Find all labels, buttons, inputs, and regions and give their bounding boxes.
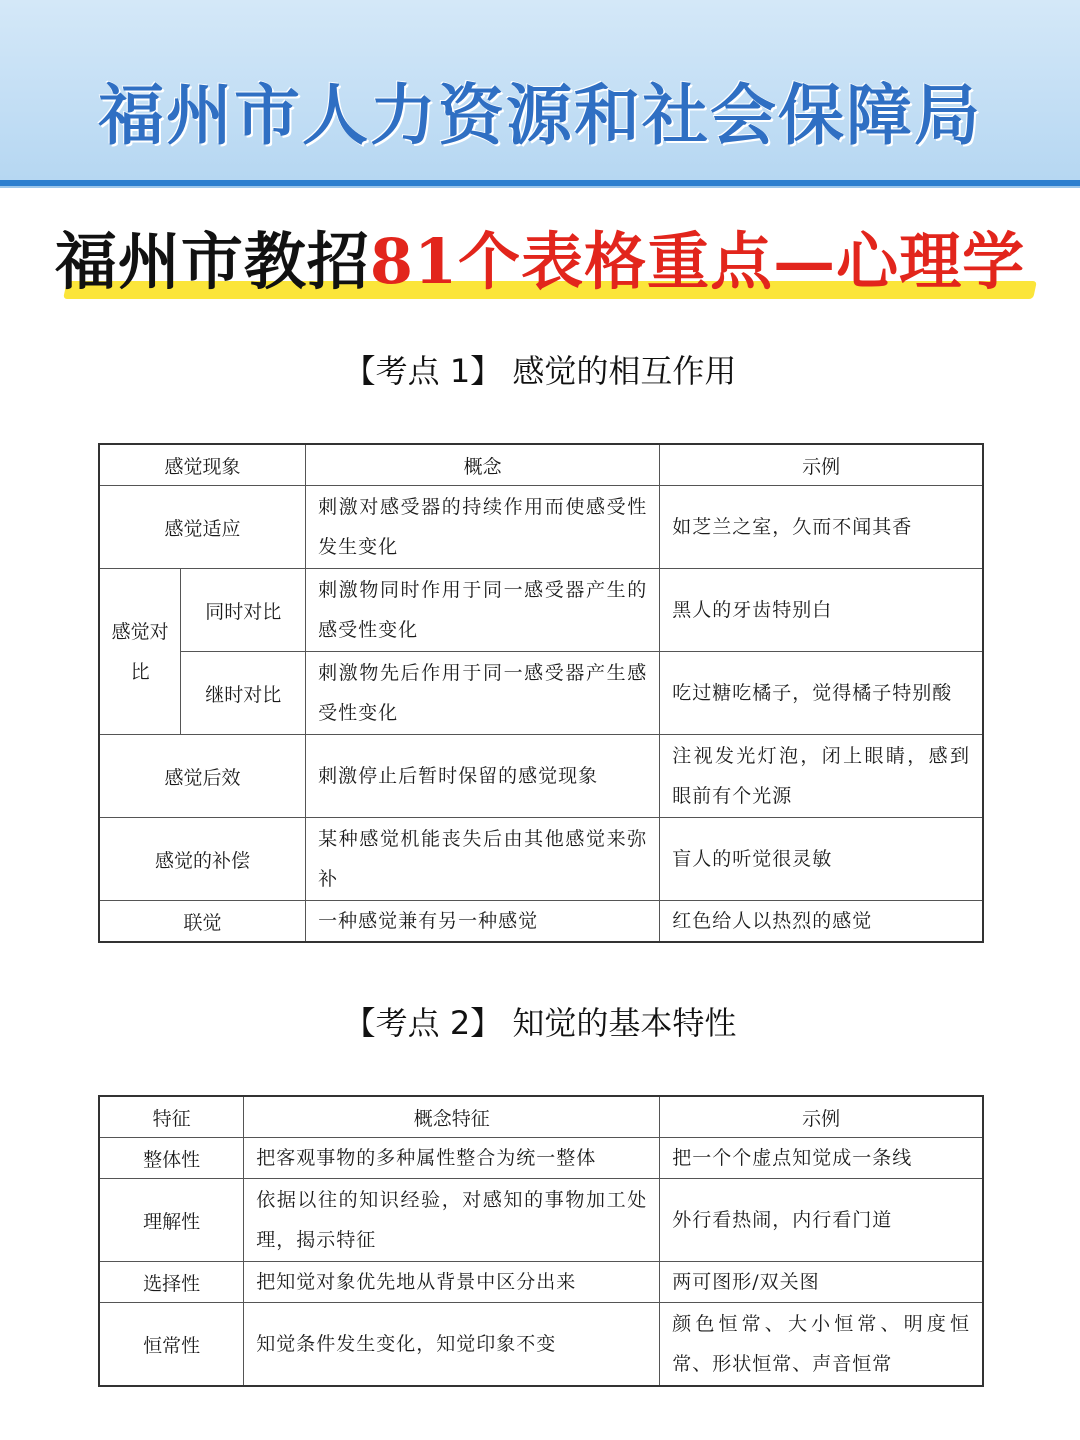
table-row [99, 735, 983, 818]
concept-cell: 把知觉对象优先地从背景中区分出来 [244, 1262, 660, 1303]
example-cell: 盲人的听觉很灵敏 [660, 818, 983, 901]
main-title-wrap [0, 212, 1080, 301]
feature-cell: 整体性 [99, 1138, 244, 1179]
feature-cell: 选择性 [99, 1262, 244, 1303]
table-row [99, 1262, 983, 1303]
header-cell: 概念特征 [244, 1096, 660, 1138]
table-row [99, 901, 983, 943]
section2-title: 【考点 2】 知觉的基本特性 [343, 1004, 737, 1042]
main-title [55, 212, 1025, 301]
phenomenon-cell: 感觉适应 [99, 486, 306, 569]
header-cell: 示例 [660, 1096, 983, 1138]
section1-title: 【考点 1】 感觉的相互作用 [343, 352, 737, 390]
concept-cell: 刺激对感受器的持续作用而使感受性发生变化 [306, 486, 660, 569]
header-cell: 概念 [306, 444, 660, 486]
concept-cell: 一种感觉兼有另一种感觉 [306, 901, 660, 943]
example-cell: 把一个个虚点知觉成一条线 [660, 1138, 983, 1179]
concept-cell: 刺激停止后暂时保留的感觉现象 [306, 735, 660, 818]
table-row [99, 1138, 983, 1179]
table-row [99, 652, 983, 735]
section2-table [98, 1095, 984, 1387]
example-cell: 黑人的牙齿特别白 [660, 569, 983, 652]
example-cell: 颜色恒常、大小恒常、明度恒常、形状恒常、声音恒常 [660, 1303, 983, 1387]
table-row [99, 818, 983, 901]
phenomenon-cell: 感觉后效 [99, 735, 306, 818]
example-cell: 如芝兰之室，久而不闻其香 [660, 486, 983, 569]
section1-table [98, 443, 984, 943]
concept-cell: 某种感觉机能丧失后由其他感觉来弥补 [306, 818, 660, 901]
main-title-red: 81个表格重点—心理学 [369, 225, 1026, 298]
phenomenon-cell: 联觉 [99, 901, 306, 943]
header-cell: 感觉现象 [99, 444, 306, 486]
example-cell: 吃过糖吃橘子，觉得橘子特别酸 [660, 652, 983, 735]
example-cell: 外行看热闹，内行看门道 [660, 1179, 983, 1262]
contrast-group-cell: 感觉对比 [99, 569, 181, 735]
table-header-row [99, 444, 983, 486]
example-cell: 注视发光灯泡，闭上眼睛，感到眼前有个光源 [660, 735, 983, 818]
phenomenon-cell: 继时对比 [181, 652, 306, 735]
org-name: 福州市人力资源和社会保障局 [98, 77, 982, 154]
concept-cell: 把客观事物的多种属性整合为统一整体 [244, 1138, 660, 1179]
main-title-black: 福州市教招 [54, 225, 370, 298]
feature-cell: 理解性 [99, 1179, 244, 1262]
header-divider-thin [0, 186, 1080, 188]
example-cell: 两可图形/双关图 [660, 1262, 983, 1303]
phenomenon-cell: 感觉的补偿 [99, 818, 306, 901]
header-cell: 特征 [99, 1096, 244, 1138]
concept-cell: 知觉条件发生变化，知觉印象不变 [244, 1303, 660, 1387]
table-row [99, 486, 983, 569]
header-cell: 示例 [660, 444, 983, 486]
table-row [99, 569, 983, 652]
concept-cell: 刺激物同时作用于同一感受器产生的感受性变化 [306, 569, 660, 652]
phenomenon-cell: 同时对比 [181, 569, 306, 652]
table-row [99, 1179, 983, 1262]
table-header-row [99, 1096, 983, 1138]
feature-cell: 恒常性 [99, 1303, 244, 1387]
concept-cell: 依据以往的知识经验，对感知的事物加工处理，揭示特征 [244, 1179, 660, 1262]
table-row [99, 1303, 983, 1387]
example-cell: 红色给人以热烈的感觉 [660, 901, 983, 943]
concept-cell: 刺激物先后作用于同一感受器产生感受性变化 [306, 652, 660, 735]
